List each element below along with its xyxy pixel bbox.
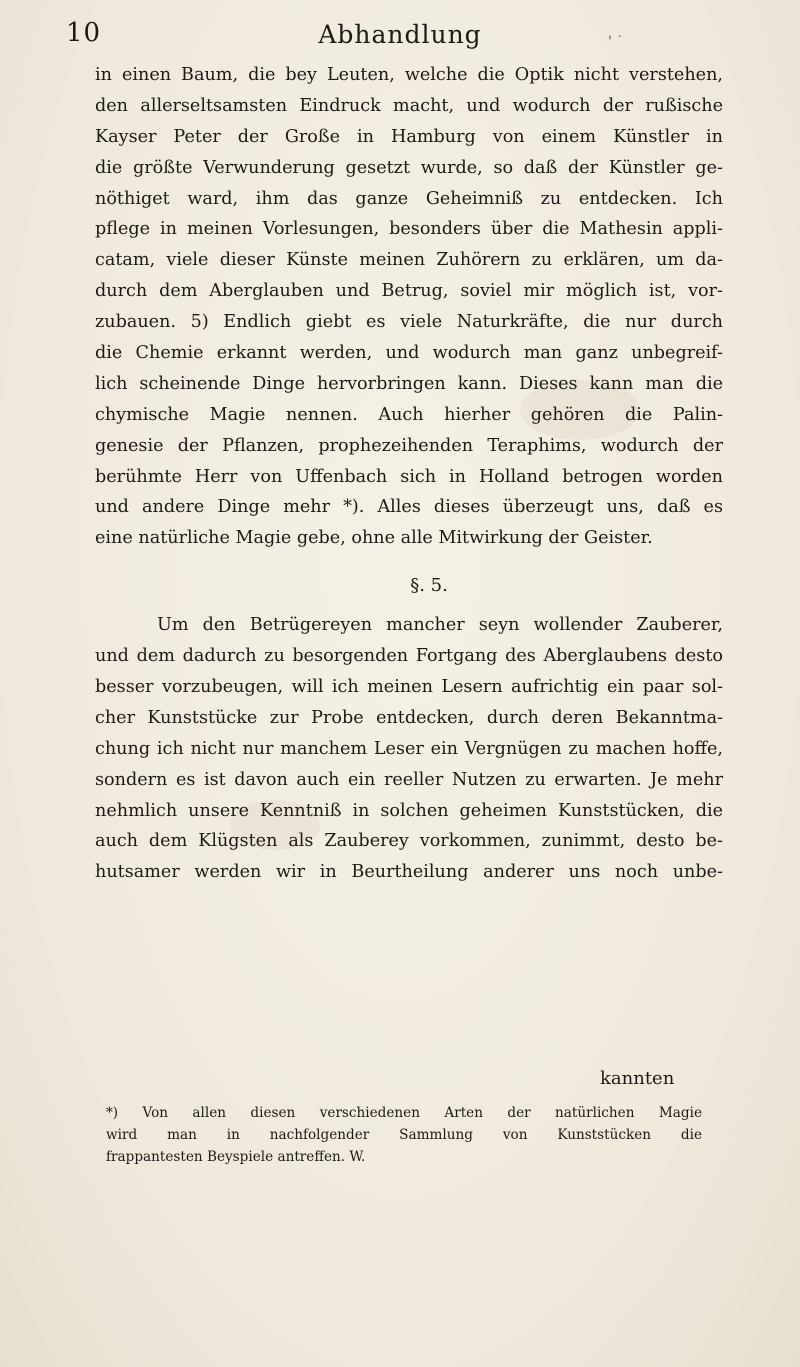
text-line: lich scheinende Dinge hervorbringen kann. Dieses kann man die [95, 373, 723, 394]
text-line: pflege in meinen Vorlesungen, besonders über die Mathesin appli- [95, 219, 723, 240]
text-line: eine natürliche Magie gebe, ohne alle Mitwirkung der Geister. [95, 528, 653, 549]
catchword: kannten [600, 1068, 675, 1089]
header-marks: ' ˙ [608, 34, 624, 50]
text-line: durch dem Aberglauben und Betrug, soviel mir möglich ist, vor- [95, 281, 723, 302]
text-line: hutsamer werden wir in Beurtheilung anderer uns noch unbe- [95, 862, 723, 883]
text-line: in einen Baum, die bey Leuten, welche die Optik nicht verstehen, [95, 65, 723, 85]
text-line: den allerseltsamsten Eindruck macht, und wodurch der rußische [95, 95, 723, 116]
section-heading: §. 5. [410, 575, 448, 597]
text-line: besser vorzubeugen, will ich meinen Lesern aufrichtig ein paar sol- [95, 677, 723, 698]
footnote-line: wird man in nachfolgender Sammlung von Kunststücken die [106, 1127, 702, 1143]
text-line: chung ich nicht nur manchem Leser ein Vergnügen zu machen hoffe, [95, 738, 723, 759]
text-line: catam, viele dieser Künste meinen Zuhörern zu erklären, um da- [95, 250, 723, 271]
running-title: Abhandlung [318, 20, 482, 49]
text-line: und andere Dinge mehr *). Alles dieses überzeugt uns, daß es [95, 497, 723, 518]
text-line: Um den Betrügereyen mancher seyn wollender Zauberer, [157, 615, 723, 636]
text-line: und dem dadurch zu besorgenden Fortgang des Aberglaubens desto [95, 646, 723, 667]
text-line: zubauen. 5) Endlich giebt es viele Naturkräfte, die nur durch [95, 312, 723, 333]
text-line: Kayser Peter der Große in Hamburg von einem Künstler in [95, 126, 723, 147]
text-line: berühmte Herr von Uffenbach sich in Holland betrogen worden [95, 466, 723, 487]
text-line: chymische Magie nennen. Auch hierher gehören die Palin- [95, 404, 723, 425]
main-text [95, 60, 723, 888]
text-line: genesie der Pflanzen, prophezeihenden Teraphims, wodurch der [95, 435, 723, 456]
text-line: nöthiget ward, ihm das ganze Geheimniß zu entdecken. Ich [95, 188, 723, 209]
text-line: sondern es ist davon auch ein reeller Nutzen zu erwarten. Je mehr [95, 769, 723, 790]
page-number: 10 [66, 18, 102, 48]
text-line: auch dem Klügsten als Zauberey vorkommen, zunimmt, desto be- [95, 831, 723, 852]
footnote-line: *) Von allen diesen verschiedenen Arten der natürlichen Magie [106, 1105, 702, 1121]
text-line: die größte Verwunderung gesetzt wurde, so daß der Künstler ge- [95, 157, 723, 178]
footnote [106, 1102, 702, 1168]
footnote-line: frappantesten Beyspiele antreffen. W. [106, 1149, 366, 1165]
text-line: die Chemie erkannt werden, und wodurch man ganz unbegreif- [95, 343, 723, 364]
text-line: nehmlich unsere Kenntniß in solchen geheimen Kunststücken, die [95, 800, 723, 821]
text-line: cher Kunststücke zur Probe entdecken, durch deren Bekanntma- [95, 707, 723, 728]
